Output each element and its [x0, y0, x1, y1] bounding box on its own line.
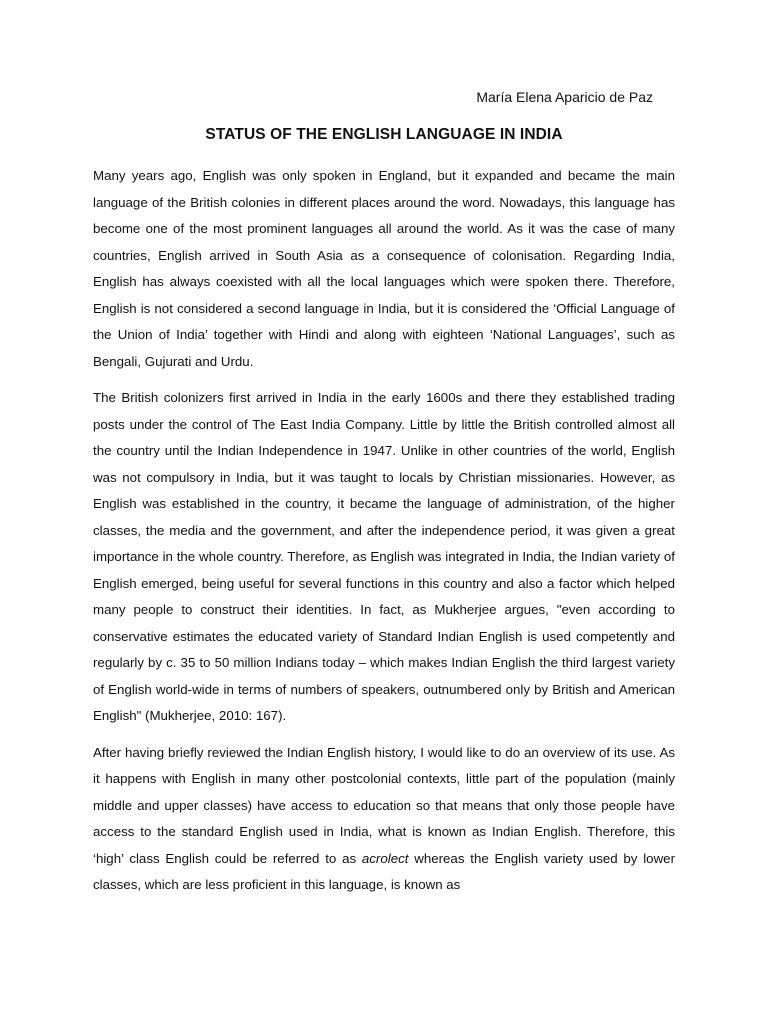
- document-title: STATUS OF THE ENGLISH LANGUAGE IN INDIA: [205, 126, 563, 143]
- paragraph-3-text-before: After having briefly reviewed the Indian English history, I would like to do an overview of its use. As it happens with English in many other postcolonial contexts, little part of the population (mainly middle and upper classes) have access to education so that means that only those people have access to the standard English used in India, what is known as Indian English. Therefore, this ‘high’ class English could be referred to as: [93, 744, 675, 866]
- paragraph-1: Many years ago, English was only spoken in England, but it expanded and became the main language of the British colonies in different places around the word. Nowadays, this language has become one of the most prominent languages all around the world. As it was the case of many countries, English arrived in South Asia as a consequence of colonisation. Regarding India, English has always coexisted with all the local languages which were spoken there. Therefore, English is not considered a second language in India, but it is considered the ‘Official Language of the Union of India’ together with Hindi and along with eighteen ‘National Languages’, such as Bengali, Gujurati and Urdu.: [93, 168, 675, 369]
- paragraph-2: The British colonizers first arrived in India in the early 1600s and there they established trading posts under the control of The East India Company. Little by little the British controlled almost all the country until the Indian Independence in 1947. Unlike in other countries of the world, English was not compulsory in India, but it was taught to locals by Christian missionaries. However, as English was established in the country, it became the language of administration, of the higher classes, the media and the government, and after the independence period, it was given a great importance in the whole country. Therefore, as English was integrated in India, the Indian variety of English emerged, being useful for several functions in this country and also a factor which helped many people to construct their identities. In fact, as Mukherjee argues, "even according to conservative estimates the educated variety of Standard Indian English is used competently and regularly by c. 35 to 50 million Indians today – which makes Indian English the third largest variety of English world-wide in terms of numbers of speakers, outnumbered only by British and American English" (Mukherjee, 2010: 167).: [93, 390, 675, 723]
- document-body: [93, 163, 675, 909]
- emphasis-acrolect: acrolect: [361, 850, 409, 866]
- author-name: María Elena Aparicio de Paz: [476, 89, 653, 105]
- paragraph-3: [93, 740, 675, 899]
- paragraph-3-text-after: whereas the English variety used by lower classes, which are less proficient in this language, is known as: [93, 850, 676, 892]
